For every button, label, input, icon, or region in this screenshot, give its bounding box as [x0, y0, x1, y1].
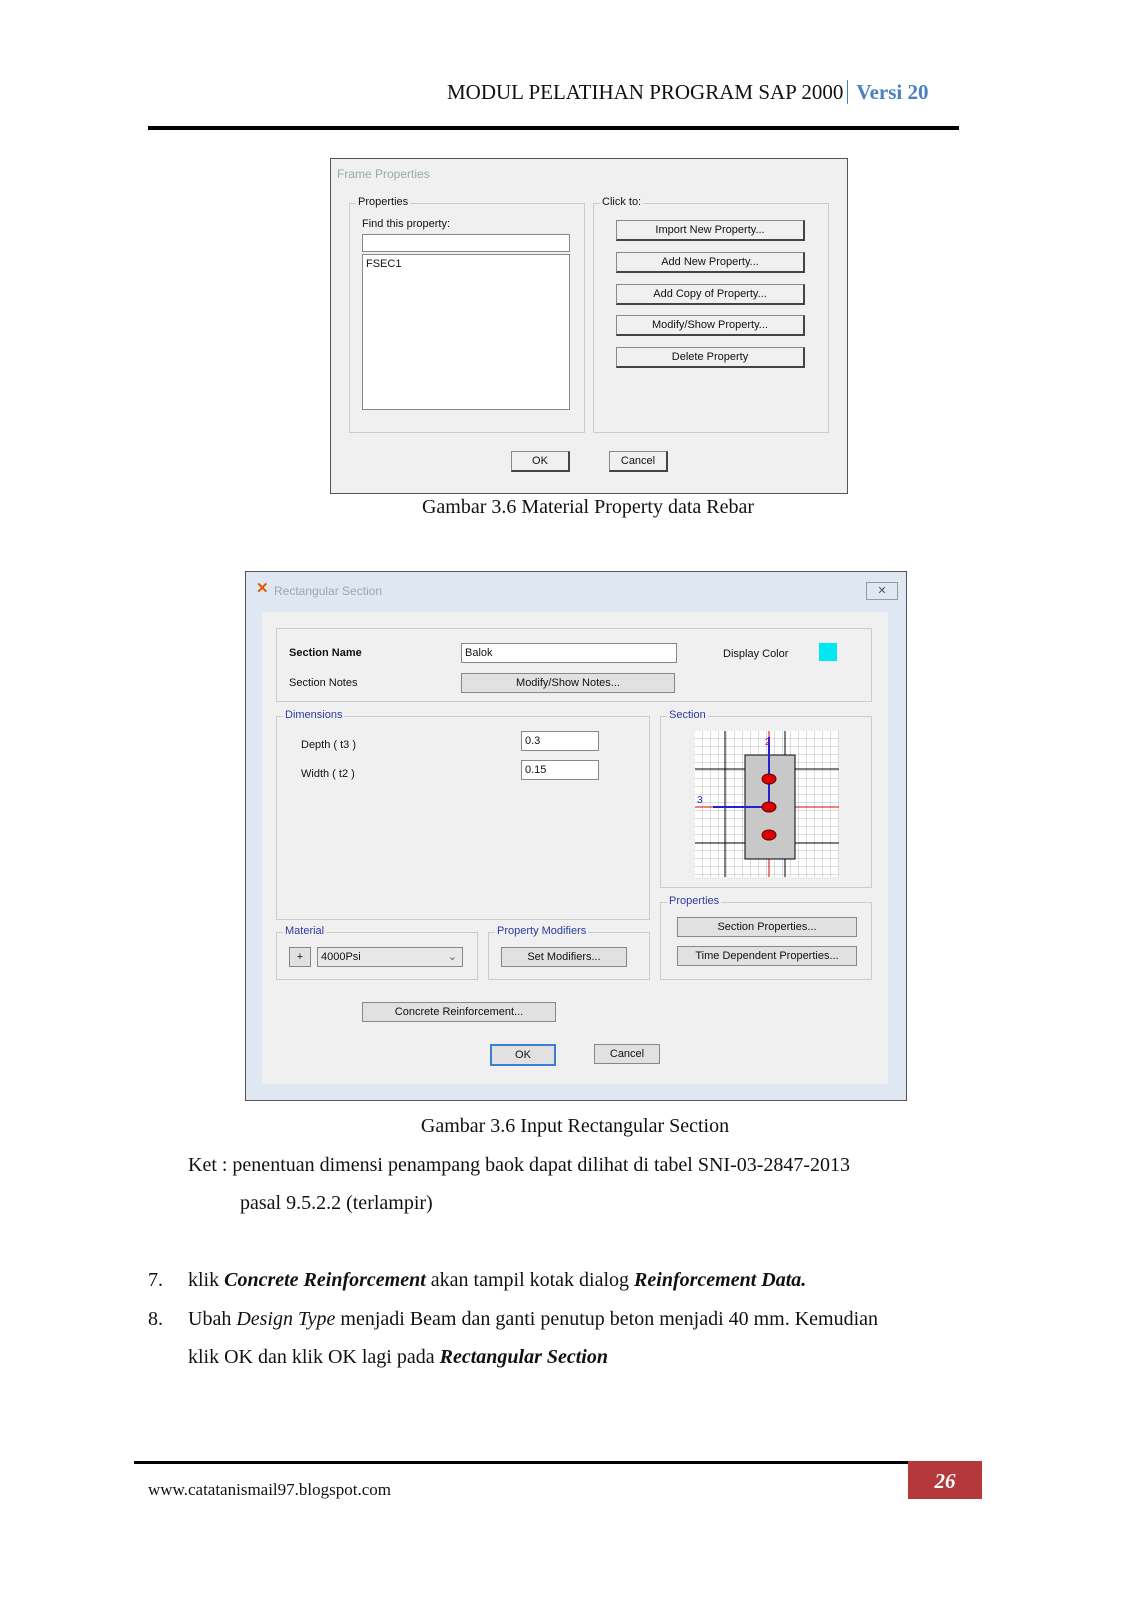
emphasis: Rectangular Section — [439, 1346, 608, 1368]
modify-show-notes-button[interactable]: Modify/Show Notes... — [461, 673, 675, 693]
group-label: Properties — [358, 196, 409, 208]
material-value: 4000Psi — [321, 951, 361, 963]
group-label: Material — [285, 925, 325, 937]
group-label: Click to: — [602, 196, 642, 208]
figure-caption: Gambar 3.6 Material Property data Rebar — [421, 496, 755, 518]
depth-label: Depth ( t3 ) — [301, 739, 357, 751]
frame-properties-dialog — [330, 158, 848, 494]
group-label: Property Modifiers — [497, 925, 587, 937]
depth-input[interactable]: 0.3 — [521, 731, 599, 751]
material-select[interactable] — [317, 947, 463, 967]
ok-button[interactable]: OK — [511, 451, 570, 472]
time-dependent-properties-button[interactable]: Time Dependent Properties... — [677, 946, 857, 966]
import-new-property-button[interactable]: Import New Property... — [616, 220, 805, 241]
find-property-input[interactable] — [362, 234, 570, 252]
note-text: pasal 9.5.2.2 (terlampir) — [240, 1192, 433, 1214]
emphasis: Concrete Reinforcement — [224, 1269, 426, 1291]
dialog-title: Frame Properties — [337, 167, 430, 181]
step-7 — [188, 1269, 806, 1292]
footer-rule — [134, 1461, 910, 1464]
header-title: MODUL PELATIHAN PROGRAM SAP 2000 — [447, 80, 844, 104]
note-text: Ket : penentuan dimensi penampang baok dapat dilihat di tabel SNI-03-2847-2013 — [188, 1154, 851, 1176]
dialog-body — [262, 612, 888, 1084]
header-version: Versi 20 — [847, 80, 928, 104]
emphasis: Design Type — [236, 1308, 336, 1330]
width-label: Width ( t2 ) — [301, 768, 355, 780]
dialog-title: Rectangular Section — [274, 584, 383, 598]
section-preview-group — [660, 709, 872, 888]
text: Ubah — [188, 1308, 237, 1330]
text: menjadi Beam dan ganti penutup beton menjadi 40 mm. Kemudian — [335, 1308, 879, 1330]
find-label: Find this property: — [362, 218, 451, 230]
step-8 — [188, 1308, 878, 1331]
group-label: Dimensions — [285, 709, 343, 721]
header — [447, 80, 928, 105]
material-group — [276, 925, 478, 980]
properties-group — [349, 196, 585, 433]
text: klik OK dan klik OK lagi pada — [188, 1346, 440, 1368]
axis-3-label: 3 — [697, 795, 703, 806]
ok-button[interactable]: OK — [490, 1044, 556, 1066]
header-rule — [148, 126, 959, 130]
chevron-down-icon: ⌄ — [447, 951, 457, 963]
figure-caption: Gambar 3.6 Input Rectangular Section — [420, 1115, 730, 1137]
modify-show-property-button[interactable]: Modify/Show Property... — [616, 315, 805, 336]
display-color-label: Display Color — [723, 648, 789, 660]
delete-property-button[interactable]: Delete Property — [616, 347, 805, 368]
property-modifiers-group — [488, 925, 650, 980]
set-modifiers-button[interactable]: Set Modifiers... — [501, 947, 627, 967]
add-copy-property-button[interactable]: Add Copy of Property... — [616, 284, 805, 305]
property-list[interactable] — [362, 254, 570, 410]
properties-group — [660, 895, 872, 980]
group-label: Properties — [669, 895, 720, 907]
page-number: 26 — [908, 1461, 982, 1499]
add-material-button[interactable]: + — [289, 947, 311, 967]
section-name-label: Section Name — [289, 647, 362, 659]
step-number: 7. — [148, 1269, 163, 1291]
section-drawing — [695, 731, 839, 877]
section-name-input[interactable]: Balok — [461, 643, 677, 663]
axis-2-label: 2 — [765, 737, 771, 748]
group-label: Section — [669, 709, 706, 721]
dimensions-group — [276, 709, 650, 920]
add-new-property-button[interactable]: Add New Property... — [616, 252, 805, 273]
width-input[interactable]: 0.15 — [521, 760, 599, 780]
click-to-group — [593, 196, 829, 433]
emphasis: Reinforcement Data. — [634, 1269, 807, 1291]
section-notes-label: Section Notes — [289, 677, 358, 689]
text: klik — [188, 1269, 225, 1291]
sap-logo-icon: ✕ — [256, 580, 269, 597]
step-number: 8. — [148, 1308, 163, 1330]
display-color-swatch[interactable] — [819, 643, 837, 661]
footer-url: www.catatanismail97.blogspot.com — [148, 1480, 391, 1499]
rectangular-section-dialog — [245, 571, 907, 1101]
cancel-button[interactable]: Cancel — [594, 1044, 660, 1064]
step-8-line2 — [188, 1346, 608, 1369]
cancel-button[interactable]: Cancel — [609, 451, 668, 472]
list-item[interactable]: FSEC1 — [366, 258, 402, 270]
close-button[interactable]: ✕ — [866, 582, 898, 600]
concrete-reinforcement-button[interactable]: Concrete Reinforcement... — [362, 1002, 556, 1022]
section-properties-button[interactable]: Section Properties... — [677, 917, 857, 937]
text: akan tampil kotak dialog — [425, 1269, 635, 1291]
section-name-group — [276, 628, 872, 702]
